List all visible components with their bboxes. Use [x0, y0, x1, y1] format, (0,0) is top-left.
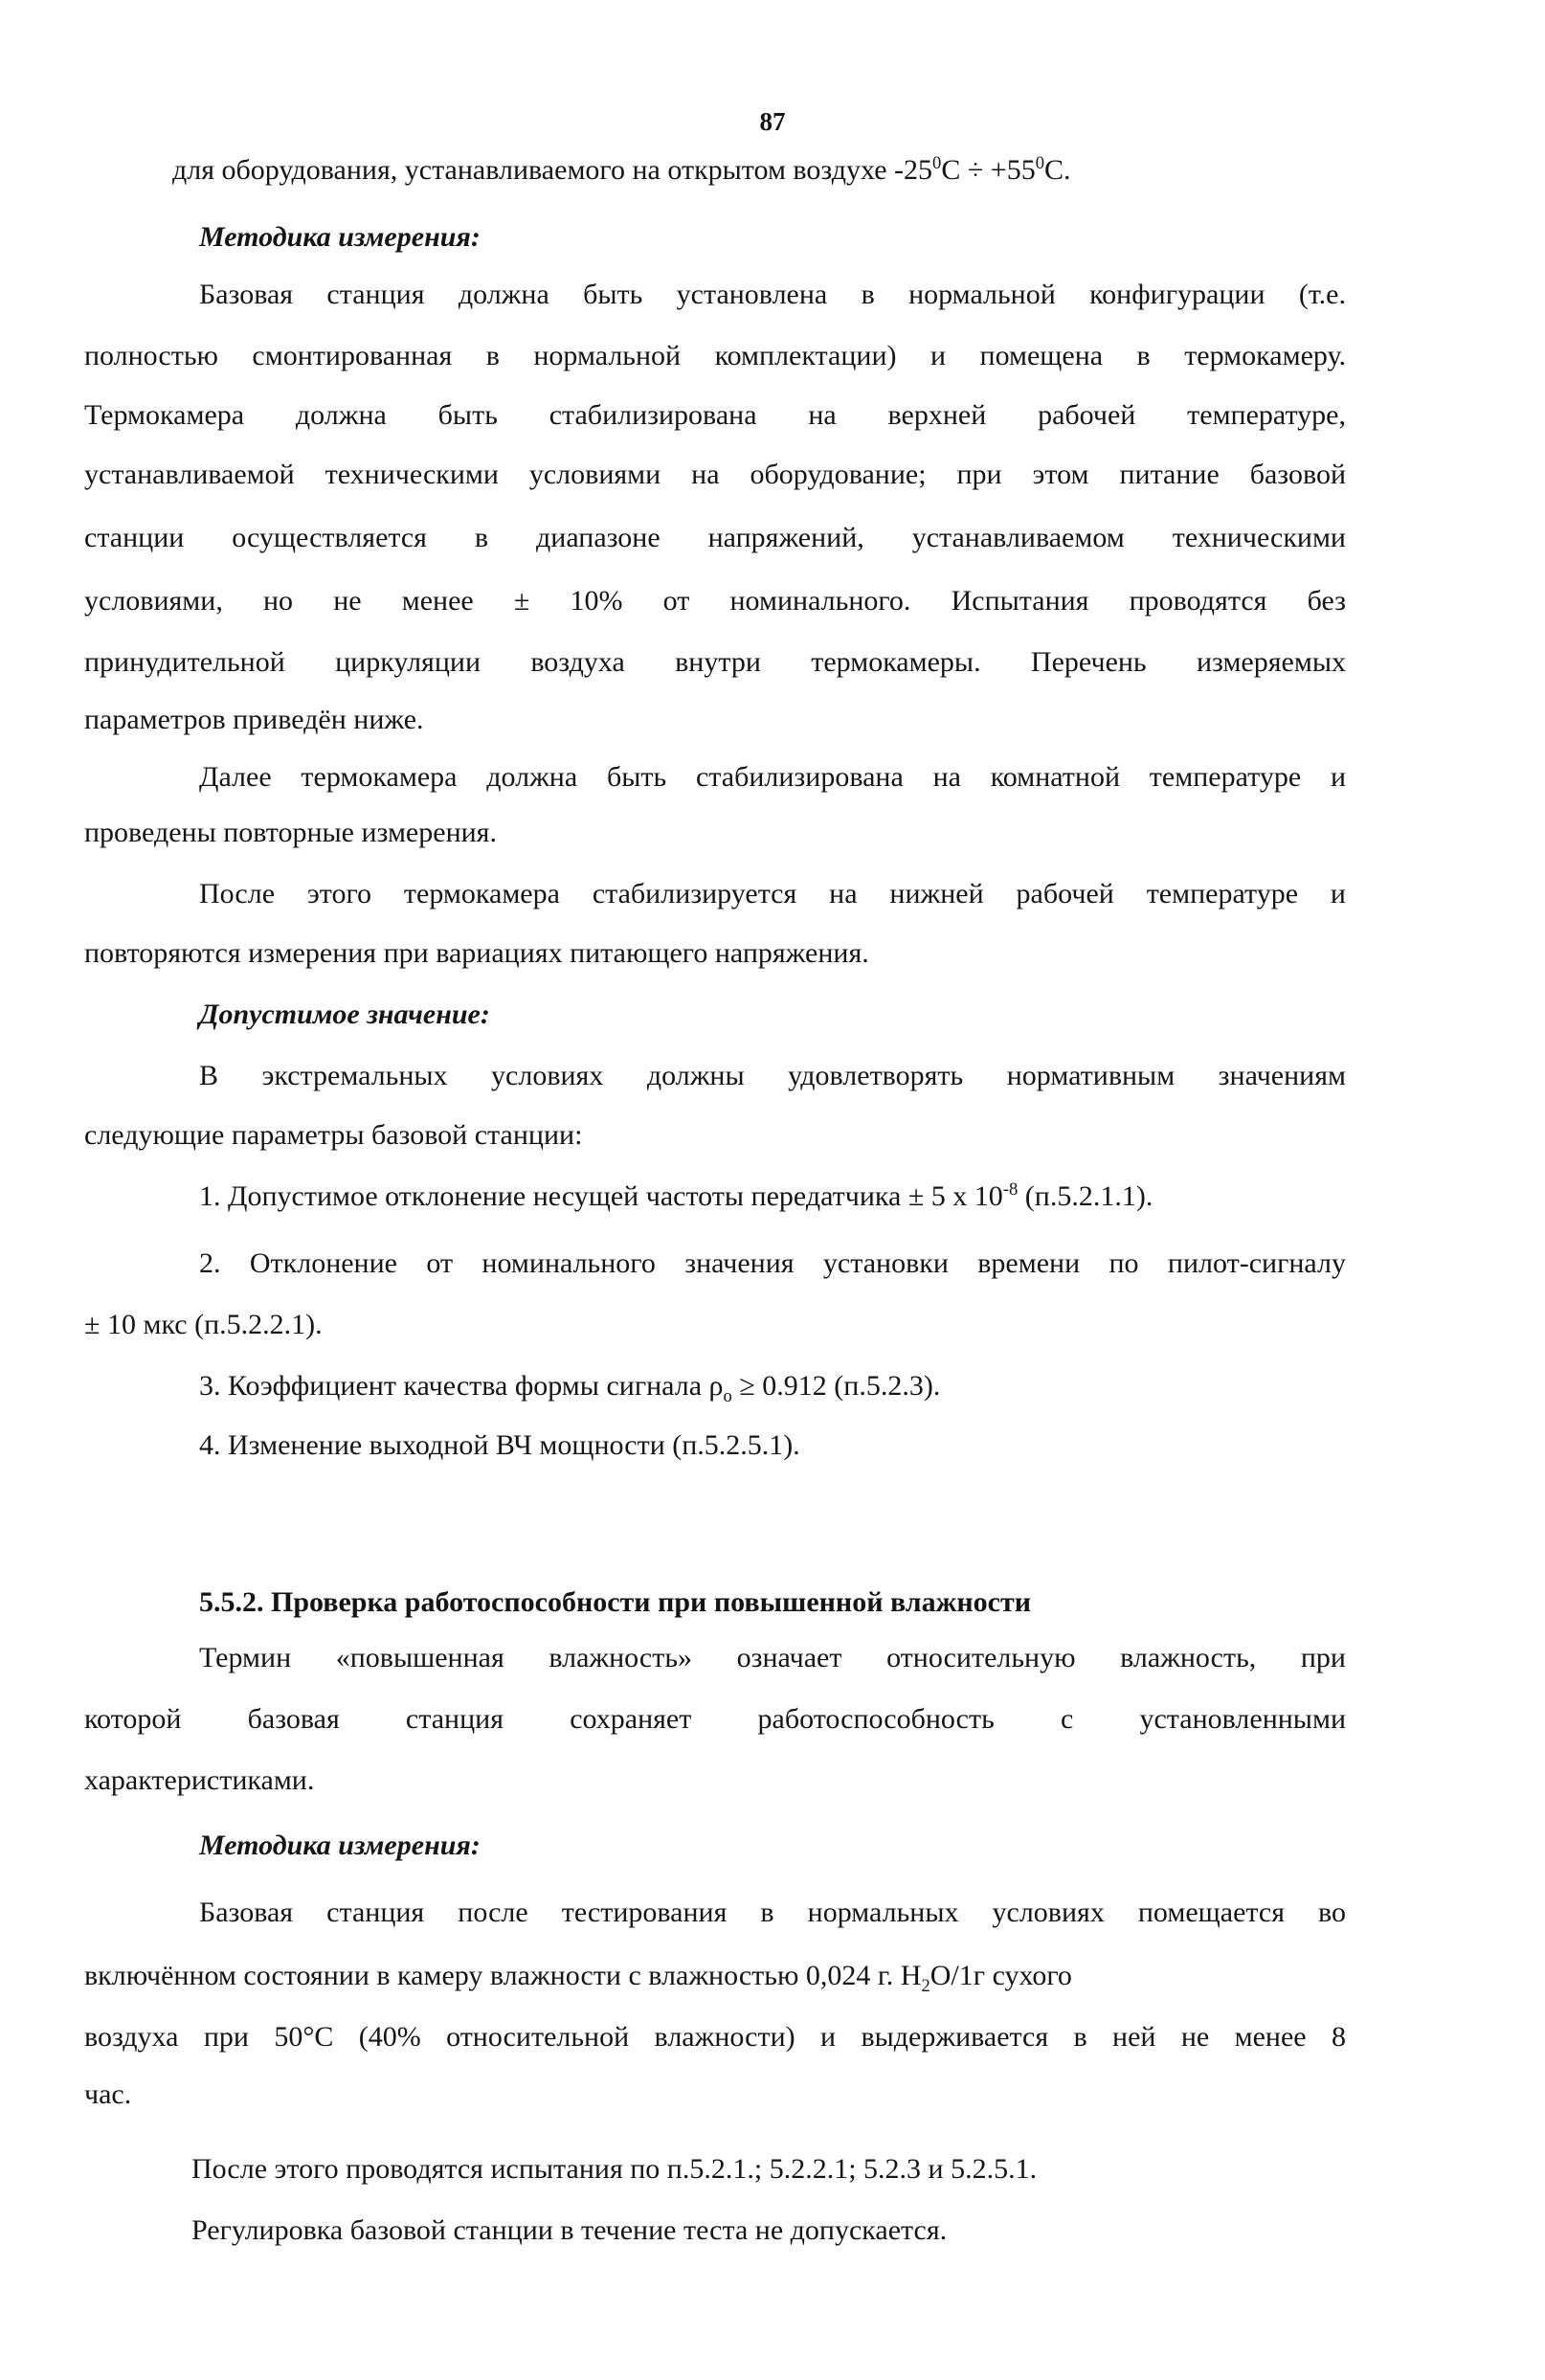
list-item-2-line-2: ± 10 мкс (п.5.2.2.1). [84, 1309, 323, 1340]
water-formula-subscript: 2 [921, 1976, 930, 1996]
s1-p3-line-2: повторяются измерения при вариациях питающего напряжения. [84, 937, 869, 969]
s1-p2-line-1: Далее термокамера должна быть стабилизирована на комнатной температуре и [199, 761, 1346, 793]
s2-p1-line-4: час. [84, 2078, 132, 2110]
item1-text-after: (п.5.2.1.1). [1018, 1180, 1153, 1212]
item3-subscript: o [723, 1386, 732, 1406]
list-item-3 [199, 1367, 940, 1405]
item1-text-before: 1. Допустимое отклонение несущей частоты передатчика ± 5 x 10 [199, 1180, 1003, 1212]
s2-p3: Регулировка базовой станции в течение теста не допускается. [191, 2214, 948, 2246]
page-number: 87 [759, 107, 786, 136]
allowed-value-heading: Допустимое значение: [199, 999, 490, 1030]
s2-intro-line-3: характеристиками. [84, 1764, 315, 1796]
s2-p1-line-2-after: О/1г сухого [929, 1960, 1072, 1991]
s1-p1-line-5: станции осуществляется в диапазоне напряжений, устанавливаемом техническими [84, 522, 1346, 553]
list-item-4: 4. Изменение выходной ВЧ мощности (п.5.2.5.1). [199, 1429, 800, 1461]
temperature-text-mid: С ÷ +55 [941, 154, 1036, 186]
item3-text-after: ≥ 0.912 (п.5.2.3). [731, 1370, 941, 1402]
s2-p1-line-1: Базовая станция после тестирования в нормальных условиях помещается во [199, 1897, 1346, 1928]
s1-p1-line-3: Термокамера должна быть стабилизирована на верхней рабочей температуре, [84, 399, 1346, 431]
temperature-text-before: для оборудования, устанавливаемого на открытом воздухе -25 [172, 154, 933, 186]
item3-text-before: 3. Коэффициент качества формы сигнала ρ [199, 1370, 724, 1402]
section-5-5-2-heading: 5.5.2. Проверка работоспособности при повышенной влажности [199, 1586, 1032, 1618]
s1-p2-line-2: проведены повторные измерения. [84, 817, 497, 848]
s1-p1-line-2: полностью смонтированная в нормальной комплектации) и помещена в термокамеру. [84, 340, 1346, 371]
s1-p1-line-4: устанавливаемой техническими условиями на оборудование; при этом питание базовой [84, 459, 1346, 490]
degree-superscript-1: 0 [932, 153, 942, 173]
s1-p1-line-6: условиями, но не менее ± 10% от номинального. Испытания проводятся без [84, 585, 1346, 617]
temperature-range-line [172, 151, 1071, 190]
s1-p3-line-1: После этого термокамера стабилизируется на нижней рабочей температуре и [199, 878, 1346, 909]
list-item-2-line-1: 2. Отклонение от номинального значения установки времени по пилот-сигналу [199, 1247, 1346, 1279]
s2-p1-line-2 [84, 1957, 1072, 1995]
degree-superscript-2: 0 [1035, 153, 1045, 173]
s2-intro-line-2: которой базовая станция сохраняет работоспособность с установленными [84, 1703, 1346, 1735]
s1-allowed-line-2: следующие параметры базовой станции: [84, 1119, 583, 1151]
item1-exponent: -8 [1002, 1179, 1019, 1200]
s2-p1-line-2-before: включённом состоянии в камеру влажности с влажностью 0,024 г. Н [84, 1960, 922, 1991]
s1-p1-line-7: принудительной циркуляции воздуха внутри термокамеры. Перечень измеряемых [84, 646, 1346, 678]
method-heading-2: Методика измерения: [199, 1830, 481, 1861]
s1-p1-line-8: параметров приведён ниже. [84, 704, 424, 735]
s2-p1-line-3: воздуха при 50°С (40% относительной влажности) и выдерживается в ней не менее 8 [84, 2021, 1346, 2053]
s2-p2: После этого проводятся испытания по п.5.2.1.; 5.2.2.1; 5.2.3 и 5.2.5.1. [191, 2153, 1038, 2185]
s1-allowed-line-1: В экстремальных условиях должны удовлетворять нормативным значениям [199, 1060, 1346, 1091]
s1-p1-line-1: Базовая станция должна быть установлена в нормальной конфигурации (т.е. [199, 279, 1346, 310]
list-item-1 [199, 1178, 1153, 1216]
s2-intro-line-1: Термин «повышенная влажность» означает относительную влажность, при [199, 1642, 1346, 1673]
temperature-text-after: С. [1044, 154, 1071, 186]
method-heading-1: Методика измерения: [199, 221, 481, 253]
